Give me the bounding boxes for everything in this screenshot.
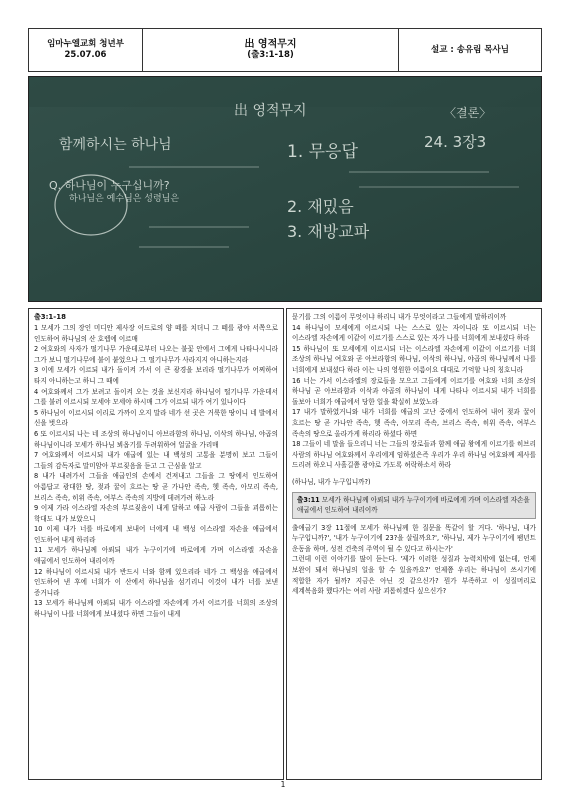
blackboard-image (29, 77, 541, 301)
blackboard-photo (28, 76, 542, 302)
board-line1: 함께하시는 하나님 (59, 137, 172, 153)
verse-2: 2 여호와의 사자가 떨기나무 가운데로부터 나오는 불꽃 안에서 그에게 나타나시니라 그가 보니 떨기나무에 불이 붙었으나 그 떨기나무가 사라지지 아니하는지라 (34, 345, 278, 364)
verse-15: 15 하나님이 또 모세에게 이르시되 너는 이스라엘 자손에게 이같이 이르기를 너희 조상의 하나님 여호와 곧 아브라함의 하나님, 이삭의 하나님, 야곱의 하나님께서 나를 너희에게 보내셨다 하라 이는 나의 영원한 이름이요 대대로 기억할 나의 칭호니라 (292, 344, 536, 374)
verse-14: 14 하나님이 모세에게 이르시되 나는 스스로 있는 자이니라 또 이르시되 너는 이스라엘 자손에게 이같이 이르기를 스스로 있는 자가 나를 너희에게 보내셨다 하라 (292, 323, 536, 343)
highlight-verse-box (292, 492, 536, 519)
verse-13: 13 모세가 하나님께 아뢰되 내가 이스라엘 자손에게 가서 이르기를 너희의 조상의 하나님이 나를 너희에게 보내셨다 하면 그들이 내게 (34, 599, 278, 619)
board-circle-text: 하나님은 예수님은 성령님은 (69, 194, 180, 204)
sermon-question: (하나님, 내가 누구입니까?) (292, 477, 371, 486)
verse-13-cont: 묻기를 그의 이름이 무엇이냐 하리니 내가 무엇이라고 그들에게 말하리이까 (292, 313, 507, 321)
verse-5: 5 하나님이 이르시되 이리로 가까이 오지 말라 네가 선 곳은 거룩한 땅이니 네 발에서 신을 벗으라 (34, 408, 278, 428)
scripture-reference: 출3:1-18 (34, 313, 66, 321)
bulletin-date: 25.07.06 (64, 50, 107, 60)
page-number: 1 (280, 780, 286, 789)
verse-1: 1 모세가 그의 장인 미디안 제사장 이드로의 양 떼를 치더니 그 떼를 광야 서쪽으로 인도하여 하나님의 산 호렙에 이르매 (34, 324, 278, 343)
verse-12: 12 하나님이 이르시되 내가 반드시 너와 함께 있으리라 네가 그 백성을 애굽에서 인도하여 낸 후에 너희가 이 산에서 하나님을 섬기리니 이것이 내가 너를 보낸 증거니라 (34, 567, 278, 597)
board-question: Q. 하나님이 누구십니까? (49, 179, 170, 192)
sermon-paragraph-2: 그런데 이런 이야기를 많이 듣는다. '제가 이러한 성질과 능력치밖에 없는데, 언제 보완이 돼서 하나님의 일을 할 수 있을까요?' 언제쯤 우리는 하나님이 쓰시기에 적합한 자가 될까? 지금은 아닌 것 같으신가? 뭔가 부족하고 이 성질머리로 세계복음화 했다가는 여러 사람 괴롭히겠다 싶으신가? (292, 555, 536, 596)
verse-18: 18 그들이 네 말을 들으리니 너는 그들의 장로들과 함께 애굽 왕에게 이르기를 히브리 사람의 하나님 여호와께서 우리에게 임하셨은즉 우리가 우리 하나님 여호와께 제사를 드리려 하오니 사흘길쯤 광야로 가도록 허락하소서 하라 (292, 440, 536, 470)
verse-6: 6 또 이르시되 나는 네 조상의 하나님이니 아브라함의 하나님, 이삭의 하나님, 야곱의 하나님이니라 모세가 하나님 뵈옵기를 두려워하여 얼굴을 가리매 (34, 429, 278, 449)
header-church-cell (29, 29, 143, 71)
scripture-left-column (28, 308, 284, 780)
verse-7: 7 여호와께서 이르시되 내가 애굽에 있는 내 백성의 고통을 분명히 보고 그들이 그들의 감독자로 말미암아 부르짖음을 듣고 그 근심을 알고 (34, 451, 278, 470)
board-conclusion: 〈결론〉 (444, 106, 492, 120)
sermon-scripture: (출3:1-18) (247, 50, 294, 60)
verse-3: 3 이에 모세가 이르되 내가 돌이켜 가서 이 큰 광경을 보리라 떨기나무가 어찌하여 타지 아니하는고 하니 그 때에 (34, 366, 278, 385)
header-preacher-cell (399, 29, 541, 71)
bulletin-header (28, 28, 542, 72)
verse-17: 17 내가 말하였거니와 내가 너희를 애굽의 고난 중에서 인도하여 내어 젖과 꿀이 흐르는 땅 곧 가나안 족속, 헷 족속, 아모리 족속, 브리스 족속, 히위 족속, 여부스 족속의 땅으로 올라가게 하리라 하셨다 하면 (292, 408, 536, 438)
highlight-text: 모세가 하나님께 아뢰되 내가 누구이기에 바로에게 가며 이스라엘 자손을 애굽에서 인도하여 내리이까 (297, 495, 530, 515)
verse-16: 16 너는 가서 이스라엘의 장로들을 모으고 그들에게 이르기를 여호와 너희 조상의 하나님 곧 아브라함과 이삭과 야곱의 하나님이 내게 나타나 이르시되 내가 너희를 돌보아 너희가 애굽에서 당한 일을 확실히 보았노라 (292, 376, 536, 406)
board-right-num: 24. 3장3 (424, 133, 487, 151)
scripture-right-column (286, 308, 542, 780)
board-item1: 1. 무응답 (287, 142, 358, 162)
verse-4: 4 여호와께서 그가 보려고 돌이켜 오는 것을 보신지라 하나님이 떨기나무 가운데서 그를 불러 이르시되 모세야 모세야 하시매 그가 이르되 내가 여기 있나이다 (34, 387, 278, 407)
board-item3: 3. 재방교파 (287, 222, 370, 241)
church-name: 임마누엘교회 청년부 (47, 39, 124, 49)
verse-10: 10 이제 내가 너를 바로에게 보내어 너에게 내 백성 이스라엘 자손을 애굽에서 인도하여 내게 하리라 (34, 525, 278, 544)
header-title-cell (143, 29, 399, 71)
preacher-name: 설교 : 송유림 목사님 (431, 44, 509, 55)
verse-8: 8 내가 내려가서 그들을 애굽인의 손에서 건져내고 그들을 그 땅에서 인도하여 아름답고 광대한 땅, 젖과 꿀이 흐르는 땅 곧 가나안 족속, 헷 족속, 아모리 족속, 브리스 족속, 히위 족속, 여부스 족속의 지방에 데려가려 하노라 (34, 472, 278, 502)
verse-11: 11 모세가 하나님께 아뢰되 내가 누구이기에 바로에게 가며 이스라엘 자손을 애굽에서 인도하여 내리이까 (34, 546, 278, 566)
board-title: 出 영적무지 (234, 103, 307, 119)
highlight-ref: 출3:11 (297, 495, 320, 504)
verse-9: 9 이제 가라 이스라엘 자손의 부르짖음이 내게 달하고 애굽 사람이 그들을 괴롭히는 학대도 내가 보았으니 (34, 504, 278, 523)
sermon-paragraph-1: 출애굽기 3장 11절에 모세가 하나님께 한 질문을 똑같이 할 거다. '하나님, 내가 누구입니까?', '내가 누구이기에 23?을 살릴까요?', '하나님, 제가 누구이기에 팸년트 운동을 하며, 성전 건축의 주역이 될 수 있다고 하시는가' (292, 523, 536, 553)
sermon-title: 出 영적무지 (244, 39, 297, 50)
board-item2: 2. 재밌음 (287, 197, 354, 216)
